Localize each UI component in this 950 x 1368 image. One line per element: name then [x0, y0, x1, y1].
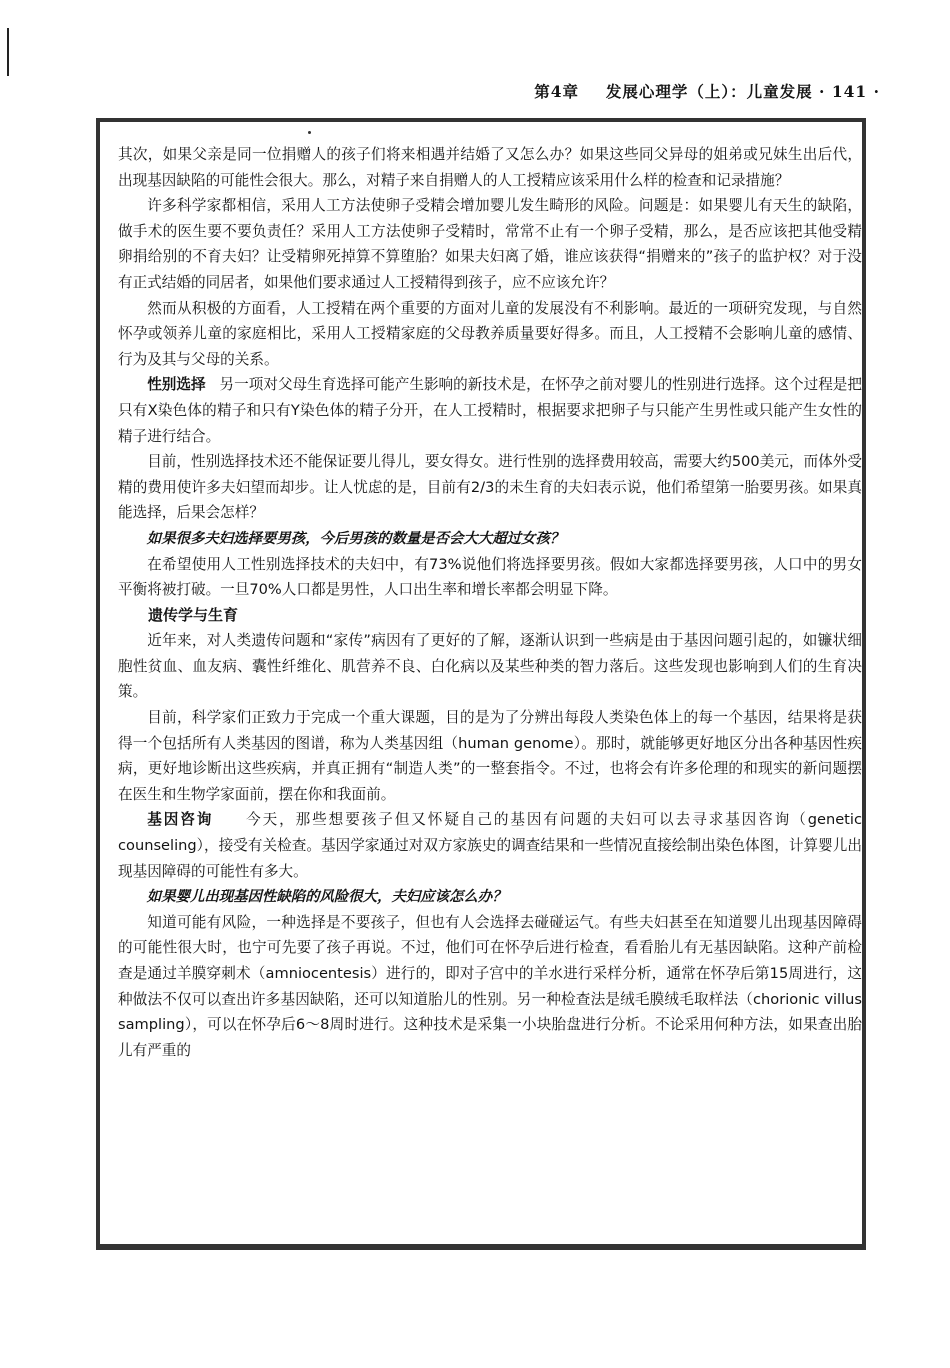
paragraph-9-text: 今天，那些想要孩子但又怀疑自己的基因有问题的夫妇可以去寻求基因咨询（genetic counseling），接受有关检查。基因学家通过对双方家族史的调查结果和一些情况直接绘制出染色体图，计算婴儿出现基因障碍的可能性有多大。: [118, 811, 862, 880]
paragraph-4-text: 另一项对父母生育选择可能产生影响的新技术是，在怀孕之前对婴儿的性别进行选择。这个过程是把只有X染色体的精子和只有Y染色体的精子分开，在人工授精时，根据要求把卵子与只能产生男性或只能产生女性的精子进行结合。: [118, 376, 862, 445]
paragraph-sex-selection: [118, 372, 862, 449]
section-heading-genetics: 遗传学与生育: [148, 605, 239, 624]
question-2: 如果婴儿出现基因性缺陷的风险很大，夫妇应该怎么办？: [146, 888, 507, 906]
paragraph-5: 目前，性别选择技术还不能保证要儿得儿，要女得女。进行性别的选择费用较高，需要大约500美元，而体外受精的费用使许多夫妇望而却步。让人忧虑的是，目前有2/3的未生育的夫妇表示说，他们希望第一胎要男孩。如果真能选择，后果会怎样？: [118, 453, 862, 522]
paragraph-6: 在希望使用人工性别选择技术的夫妇中，有73%说他们将选择要男孩。假如大家都选择要男孩，人口中的男女平衡将被打破。一旦70%人口都是男性，人口出生率和增长率都会明显下降。: [118, 555, 862, 599]
boxed-text-panel: [96, 118, 866, 1250]
running-header: [460, 80, 880, 102]
paragraph-3: 然而从积极的方面看，人工授精在两个重要的方面对儿童的发展没有不利影响。最近的一项研究发现，与自然怀孕或领养儿童的家庭相比，采用人工授精家庭的父母教养质量要好得多。而且，人工授精不会影响儿童的感情、行为及其与父母的关系。: [118, 299, 862, 368]
box-content: [118, 142, 862, 1063]
page-edge-mark: [7, 28, 9, 76]
chapter-title: 发展心理学（上）：儿童发展: [605, 82, 813, 101]
chapter-label: 第4章: [534, 82, 580, 101]
print-speck: [308, 131, 311, 134]
paragraph-genetic-counseling: [118, 807, 862, 884]
page-number: · 141 ·: [819, 82, 880, 101]
paragraph-10: 知道可能有风险，一种选择是不要孩子，但也有人会选择去碰碰运气。有些夫妇甚至在知道婴儿出现基因障碍的可能性很大时，也宁可先要了孩子再说。不过，他们可在怀孕后进行检查，看看胎儿有无基因缺陷。这种产前检查是通过羊膜穿刺术（amniocentesis）进行的，即对子宫中的羊水进行采样分析，通常在怀孕后第15周进行，这种做法不仅可以查出许多基因缺陷，还可以知道胎儿的性别。另一种检查法是绒毛膜绒毛取样法（chorionic villus sampling），可以在怀孕后6～8周时进行。这种技术是采集一小块胎盘进行分析。不论采用何种方法，如果查出胎儿有严重的: [118, 913, 862, 1059]
paragraph-1: 其次，如果父亲是同一位捐赠人的孩子们将来相遇并结婚了又怎么办？如果这些同父异母的姐弟或兄妹生出后代，出现基因缺陷的可能性会很大。那么，对精子来自捐赠人的人工授精应该采用什么样的检查和记录措施？: [118, 146, 862, 189]
question-1: 如果很多夫妇选择要男孩，今后男孩的数量是否会大大超过女孩？: [146, 529, 565, 547]
paragraph-2: 许多科学家都相信，采用人工方法使卵子受精会增加婴儿发生畸形的风险。问题是：如果婴儿有天生的缺陷，做手术的医生要不要负责任？采用人工方法使卵子受精时，常常不止有一个卵子受精，那么，是否应该把其他受精卵捐给别的不育夫妇？让受精卵死掉算不算堕胎？如果夫妇离了婚，谁应该获得“捐赠来的”孩子的监护权？对于没有正式结婚的同居者，如果他们要求通过人工授精得到孩子，应不应该允许？: [118, 197, 862, 291]
term-genetic-counseling: 基因咨询: [147, 811, 214, 829]
term-sex-selection: 性别选择: [147, 376, 206, 394]
paragraph-8: 目前，科学家们正致力于完成一个重大课题，目的是为了分辨出每段人类染色体上的每一个基因，结果将是获得一个包括所有人类基因的图谱，称为人类基因组（human genome）。那时，就能够更好地区分出各种基因性疾病，更好地诊断出这些疾病，并真正拥有“制造人类”的一整套指令。不过，也将会有许多伦理的和现实的新问题摆在医生和生物学家面前，摆在你和我面前。: [118, 709, 862, 803]
paragraph-7: 近年来，对人类遗传问题和“家传”病因有了更好的了解，逐渐认识到一些病是由于基因问题引起的，如镰状细胞性贫血、血友病、囊性纤维化、肌营养不良、白化病以及某些种类的智力落后。这些发现也影响到人们的生育决策。: [118, 632, 862, 701]
